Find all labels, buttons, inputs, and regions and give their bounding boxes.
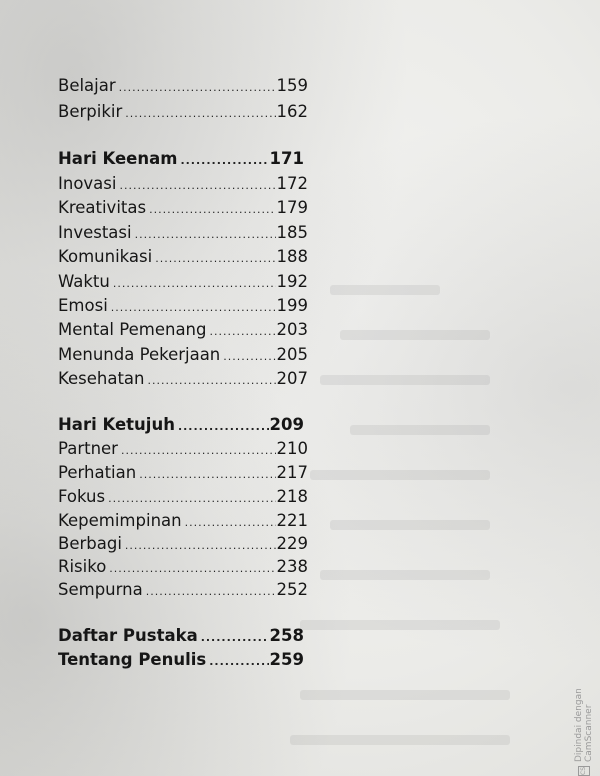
dot-leader [180, 149, 268, 173]
toc-entry[interactable] [58, 437, 308, 461]
toc-entry-page: 217 [276, 463, 308, 482]
toc-entry[interactable] [58, 318, 308, 342]
toc-entry-title: Komunikasi [58, 247, 153, 266]
dot-leader [135, 223, 276, 247]
toc-entry-page: 218 [276, 487, 308, 506]
dot-leader [148, 369, 276, 393]
toc-entry-page: 199 [276, 296, 308, 315]
toc-entry[interactable] [58, 100, 308, 124]
toc-entry-title: Risiko [58, 557, 107, 576]
dot-leader [119, 174, 275, 198]
dot-leader [113, 272, 276, 296]
toc-entry-page: 188 [276, 247, 308, 266]
toc-entry[interactable] [58, 485, 308, 509]
dot-leader [201, 626, 269, 650]
toc-entry[interactable] [58, 343, 308, 367]
toc-entry-title: Berpikir [58, 102, 123, 121]
dot-leader [155, 247, 275, 271]
toc-entry-title: Sempurna [58, 580, 143, 599]
toc-entry-page: 185 [276, 223, 308, 242]
toc-entry-title: Berbagi [58, 534, 122, 553]
toc-entry-title: Waktu [58, 272, 110, 291]
scanner-note-text: Dipindai dengan CamScanner [574, 687, 594, 762]
toc-entry-page: 192 [276, 272, 308, 291]
toc-section-heading[interactable] [58, 624, 304, 648]
toc-entry-title: Mental Pemenang [58, 320, 207, 339]
toc-entry-page: 221 [276, 511, 308, 530]
toc-entry-title: Emosi [58, 296, 108, 315]
toc-entry-title: Kreativitas [58, 198, 147, 217]
bleed-through-mark [330, 285, 440, 295]
toc-entry-title: Hari Ketujuh [58, 415, 175, 434]
dot-leader [178, 415, 269, 439]
toc-entry-page: 203 [276, 320, 308, 339]
toc-entry[interactable] [58, 532, 308, 556]
toc-entry[interactable] [58, 294, 308, 318]
toc-entry[interactable] [58, 221, 308, 245]
toc-entry-title: Belajar [58, 76, 116, 95]
dot-leader [108, 487, 275, 511]
bleed-through-mark [340, 330, 490, 340]
camscanner-logo-icon: CS [578, 766, 590, 776]
toc-entry-title: Fokus [58, 487, 106, 506]
toc-entry-page: 238 [276, 557, 308, 576]
toc-section-heading[interactable] [58, 147, 304, 171]
scanner-watermark [574, 650, 594, 776]
dot-leader [209, 650, 268, 674]
toc-entry-title: Kesehatan [58, 369, 145, 388]
toc-entry[interactable] [58, 367, 308, 391]
toc-entry[interactable] [58, 74, 308, 98]
toc-entry-title: Tentang Penulis [58, 650, 207, 669]
dot-leader [149, 198, 275, 222]
toc-entry-title: Inovasi [58, 174, 117, 193]
toc-entry-title: Investasi [58, 223, 132, 242]
toc-entry-title: Hari Keenam [58, 149, 178, 168]
toc-entry-page: 171 [269, 149, 304, 168]
bleed-through-mark [300, 690, 510, 700]
toc-entry[interactable] [58, 461, 308, 485]
toc-entry-title: Perhatian [58, 463, 137, 482]
bleed-through-mark [320, 375, 490, 385]
toc-entry[interactable] [58, 555, 308, 579]
bleed-through-mark [310, 470, 490, 480]
toc-entry-title: Menunda Pekerjaan [58, 345, 221, 364]
bleed-through-mark [290, 735, 510, 745]
toc-entry[interactable] [58, 578, 308, 602]
toc-entry[interactable] [58, 196, 308, 220]
toc-entry-page: 162 [276, 102, 308, 121]
bleed-through-mark [350, 425, 490, 435]
toc-entry-page: 207 [276, 369, 308, 388]
toc-entry-page: 159 [276, 76, 308, 95]
toc-entry-page: 229 [276, 534, 308, 553]
toc-entry[interactable] [58, 172, 308, 196]
toc-section-heading[interactable] [58, 648, 304, 672]
dot-leader [125, 102, 275, 126]
toc-entry-page: 179 [276, 198, 308, 217]
dot-leader [223, 345, 275, 369]
toc-entry-page: 172 [276, 174, 308, 193]
toc-entry-title: Partner [58, 439, 118, 458]
dot-leader [146, 580, 276, 604]
dot-leader [121, 439, 276, 463]
dot-leader [210, 320, 276, 344]
bleed-through-mark [330, 520, 490, 530]
bleed-through-mark [320, 570, 490, 580]
toc-entry[interactable] [58, 509, 308, 533]
toc-entry-page: 259 [269, 650, 304, 669]
toc-entry-page: 210 [276, 439, 308, 458]
toc-entry-page: 205 [276, 345, 308, 364]
toc-entry-title: Daftar Pustaka [58, 626, 198, 645]
toc-entry-page: 209 [269, 415, 304, 434]
toc-entry-page: 252 [276, 580, 308, 599]
toc-entry-title: Kepemimpinan [58, 511, 182, 530]
toc-entry-page: 258 [269, 626, 304, 645]
toc-section-heading[interactable] [58, 413, 304, 437]
toc-entry[interactable] [58, 245, 308, 269]
dot-leader [119, 76, 276, 100]
dot-leader [139, 463, 275, 487]
dot-leader [111, 296, 276, 320]
toc-entry[interactable] [58, 270, 308, 294]
bleed-through-mark [300, 620, 500, 630]
